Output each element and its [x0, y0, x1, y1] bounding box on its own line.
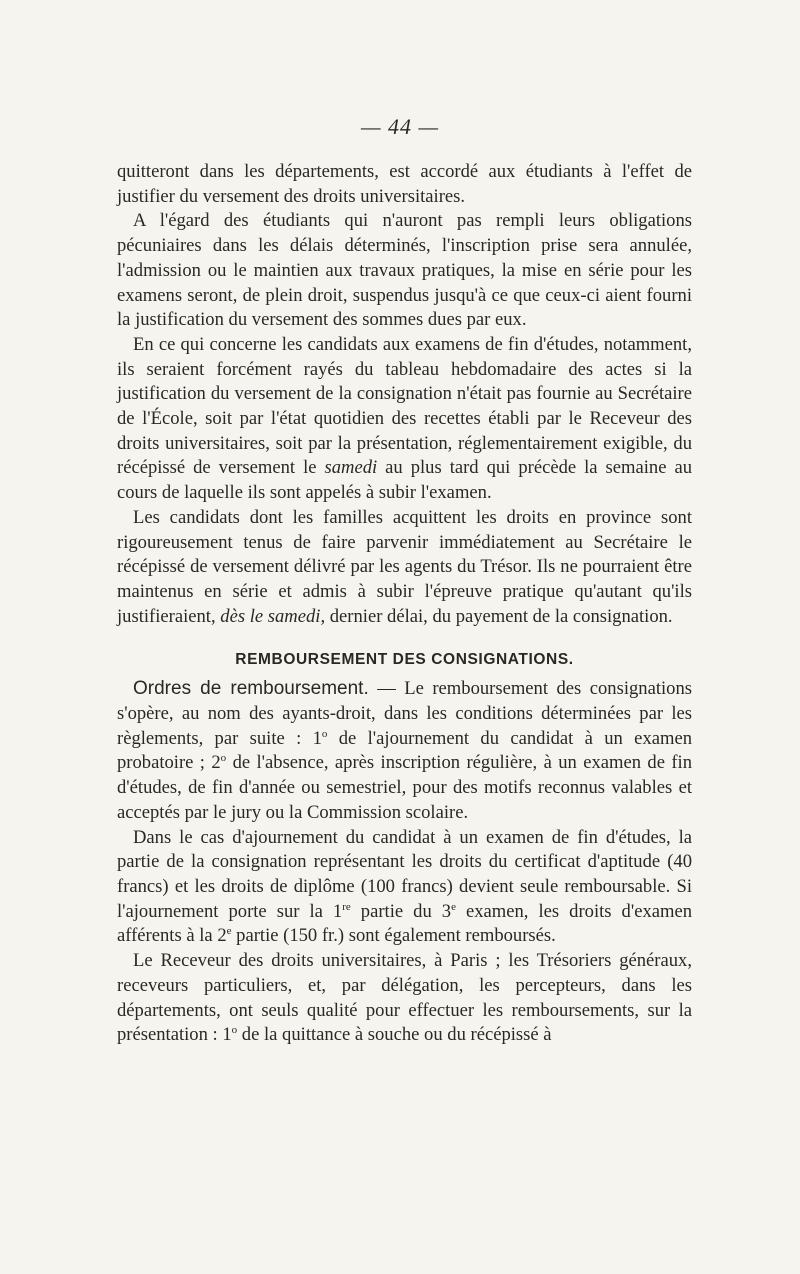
paragraph-ajournement [117, 826, 692, 950]
text-run: Le Receveur des droits universitaires, à Paris ; les Trésoriers généraux, receveurs particuliers, et, par délégation, les percepteurs, dans les départements, ont seuls qualité pour effectuer les remboursements, sur la présentation : 1 [117, 950, 692, 1046]
page-number: — 44 — [360, 114, 440, 139]
ordinal-superscript: e [451, 900, 456, 913]
text-run: au plus tard qui précède la semaine au cours de laquelle ils sont appelés à subir l'examen. [117, 457, 692, 504]
text-run: — Le remboursement des consignations s'opère, au nom des ayants-droit, dans les conditions déterminées par les règlements, par suite : 1 [117, 678, 693, 749]
emphasis-samedi: samedi [324, 457, 378, 479]
paragraph-candidats-province [117, 506, 692, 630]
ordinal-superscript: o [231, 1024, 238, 1037]
text-run: de la quittance à souche ou du récépissé à [237, 1024, 552, 1046]
paragraph-continuation: quitteront dans les départements, est accordé aux étudiants à l'effet de justifier du versement des droits universitaires. [117, 161, 692, 207]
text-run: dernier délai, du payement de la consignation. [325, 605, 673, 627]
text-run: partie du 3 [350, 900, 452, 922]
text-run: En ce qui concerne les candidats aux examens de fin d'études, notamment, ils seraient forcément rayés du tableau hebdomadaire des actes si la justification du versement de la consignation n'était pas fournie au Secrétaire de l'École, soit par l'état quotidien des recettes établi par le Receveur des droits universitaires, soit par la présentation, réglementairement exigible, du récépissé de versement le [117, 333, 692, 479]
paragraph-ordres-remboursement [117, 677, 692, 825]
ordinal-superscript: re [342, 900, 351, 913]
ordinal-superscript: o [220, 752, 227, 765]
ordinal-superscript: e [226, 925, 232, 938]
run-in-heading: Ordres de remboursement. [133, 678, 369, 700]
text-run: de l'absence, après inscription régulière, à un examen de fin d'études, de fin d'année ou semestriel, pour des motifs reconnus valables et acceptés par le jury ou la Commission scolaire. [117, 752, 693, 823]
body-text [117, 160, 692, 1048]
text-run: Dans le cas d'ajournement du candidat à un examen de fin d'études, la partie de la consignation représentant les droits du certificat d'aptitude (40 francs) et les droits de diplôme (100 francs) devient seule remboursable. Si l'ajournement porte sur la 1 [117, 826, 692, 922]
text-run: Les candidats dont les familles acquittent les droits en province sont rigoureusement tenus de faire parvenir immédiatement au Secrétaire le récépissé de versement délivré par les agents du Trésor. Ils ne pourraient être maintenus en série et admis à subir l'épreuve pratique qu'autant qu'ils justifieraient, [117, 506, 692, 627]
ordinal-superscript: o [321, 727, 328, 740]
section-title: REMBOURSEMENT DES CONSIGNATIONS. [235, 651, 574, 669]
emphasis-des-le-samedi: dès le samedi, [220, 605, 326, 627]
paragraph-candidats-fin-etudes [117, 333, 692, 506]
paragraph-receveur [117, 949, 692, 1048]
text-run: de l'ajournement du candidat à un examen probatoire ; 2 [117, 727, 693, 774]
text-run: partie (150 fr.) sont également remboursés. [231, 925, 556, 947]
paragraph-obligations: A l'égard des étudiants qui n'auront pas rempli leurs obligations pécuniaires dans les délais déterminés, l'inscription prise sera annulée, l'admission ou le maintien aux travaux pratiques, la mise en série pour les examens seront, de plein droit, suspendus jusqu'à ce que ceux-ci aient fourni la justification du versement des sommes dues par eux. [117, 210, 692, 331]
text-run: examen, les droits d'examen afférents à la 2 [117, 900, 693, 947]
